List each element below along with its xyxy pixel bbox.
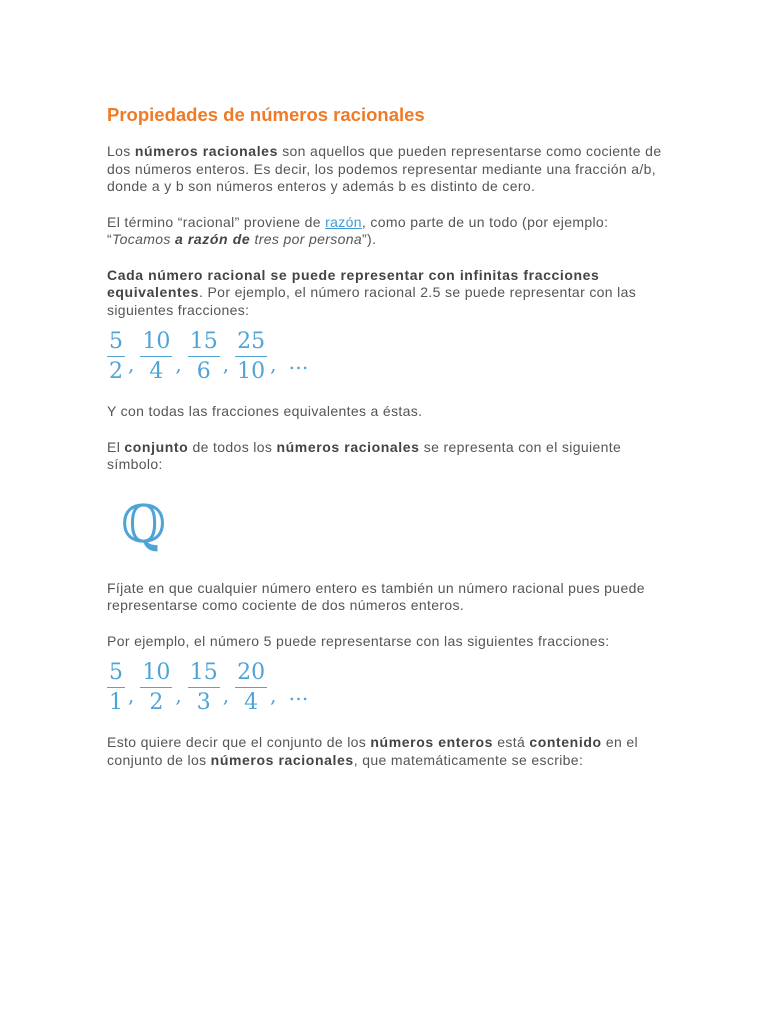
fraction [107,329,125,384]
bold-term: números racionales [276,438,420,455]
text: El [107,438,125,455]
text: . Por ejemplo, el número racional 2.5 se puede representar con las siguientes fracciones: [107,284,637,318]
fraction-denominator: 6 [196,358,211,384]
text: Esto quiere decir que el conjunto de los [107,734,371,750]
bold-italic-text: a razón de [175,231,251,247]
paragraph-set [107,439,667,474]
fraction-bar [107,356,125,357]
fraction-row-5 [107,656,667,718]
bold-term: números enteros [370,734,493,750]
bold-term: números racionales [210,751,354,768]
fraction-bar [188,687,220,688]
paragraph-equivalent [107,267,667,320]
fraction-denominator: 10 [237,358,266,384]
fraction-numerator: 5 [109,328,123,354]
fraction-numerator: 10 [142,659,171,685]
fraction-denominator: 3 [196,689,211,715]
fraction [235,329,267,384]
rationals-symbol: ℚ [121,494,167,555]
fraction-separator: , [175,352,182,376]
italic-text: tres por persona [250,231,363,247]
fraction [188,329,220,384]
fraction-bar [140,687,172,688]
text: Los [107,143,135,159]
bold-term: contenido [529,734,602,750]
fraction [188,660,220,715]
page-title: Propiedades de números racionales [107,104,425,125]
fraction-bar [107,687,125,688]
fraction-numerator: 25 [237,328,266,354]
fraction-numerator: 15 [189,659,218,685]
fraction-numerator: 10 [142,328,171,354]
italic-text: Tocamos [112,231,175,247]
fraction-bar [235,356,267,357]
ellipsis: … [288,681,309,705]
fraction-numerator: 5 [109,659,123,685]
text: , que matemáticamente se escribe: [353,751,584,768]
fraction-bar [140,356,172,357]
text: de todos los [188,438,277,455]
fraction-separator: , [222,352,230,376]
fraction [107,660,125,715]
fraction-denominator: 4 [244,689,259,715]
bold-term: números racionales [134,143,278,159]
fraction-separator: , [175,683,182,707]
fraction-separator: , [128,683,135,707]
paragraph-all-equivalents: Y con todas las fracciones equivalentes a éstas. [107,403,423,419]
paragraph-integers: Fíjate en que cualquier número entero es también un número racional pues puede representarse como cociente de dos números enteros. [107,579,645,613]
fraction-bar [188,356,220,357]
bold-term: Cada número racional se puede representar con infinitas fracciones equivalentes [107,266,600,300]
razon-link[interactable]: razón [325,213,362,230]
fraction [235,660,267,715]
text: son aquellos que pueden representarse como cociente de dos números enteros. Es decir, los podemos representar mediante una fracción a/b, donde a y b son números enteros y además b es distinto de cero. [107,143,662,194]
fraction-separator: , [270,352,277,376]
bold-term: conjunto [124,438,189,455]
fraction-denominator: 2 [149,689,164,715]
text: se representa con el siguiente símbolo: [107,438,622,472]
text: , como parte de un todo (por ejemplo: “ [107,213,609,247]
text: ”). [362,231,377,247]
fraction-row-2-5 [107,325,667,387]
fraction-separator: , [270,683,277,707]
text: en el conjunto de los [107,734,638,768]
text: está [493,734,530,750]
fraction-numerator: 20 [237,659,266,685]
fraction-denominator: 1 [109,689,123,715]
fraction-separator: , [222,683,230,707]
text: El término “racional” proviene de [107,213,326,230]
ellipsis: … [288,350,309,374]
fraction-numerator: 15 [189,328,218,354]
paragraph-example-5: Por ejemplo, el número 5 puede representarse con las siguientes fracciones: [107,632,610,649]
paragraph-definition [107,143,667,196]
fraction-denominator: 4 [149,358,164,384]
fraction [140,660,172,715]
fraction-separator: , [128,352,135,376]
fraction-bar [235,687,267,688]
paragraph-contained [107,734,667,769]
fraction [140,329,172,384]
article [107,104,667,787]
fraction-denominator: 2 [109,358,123,384]
paragraph-etymology [107,214,667,249]
